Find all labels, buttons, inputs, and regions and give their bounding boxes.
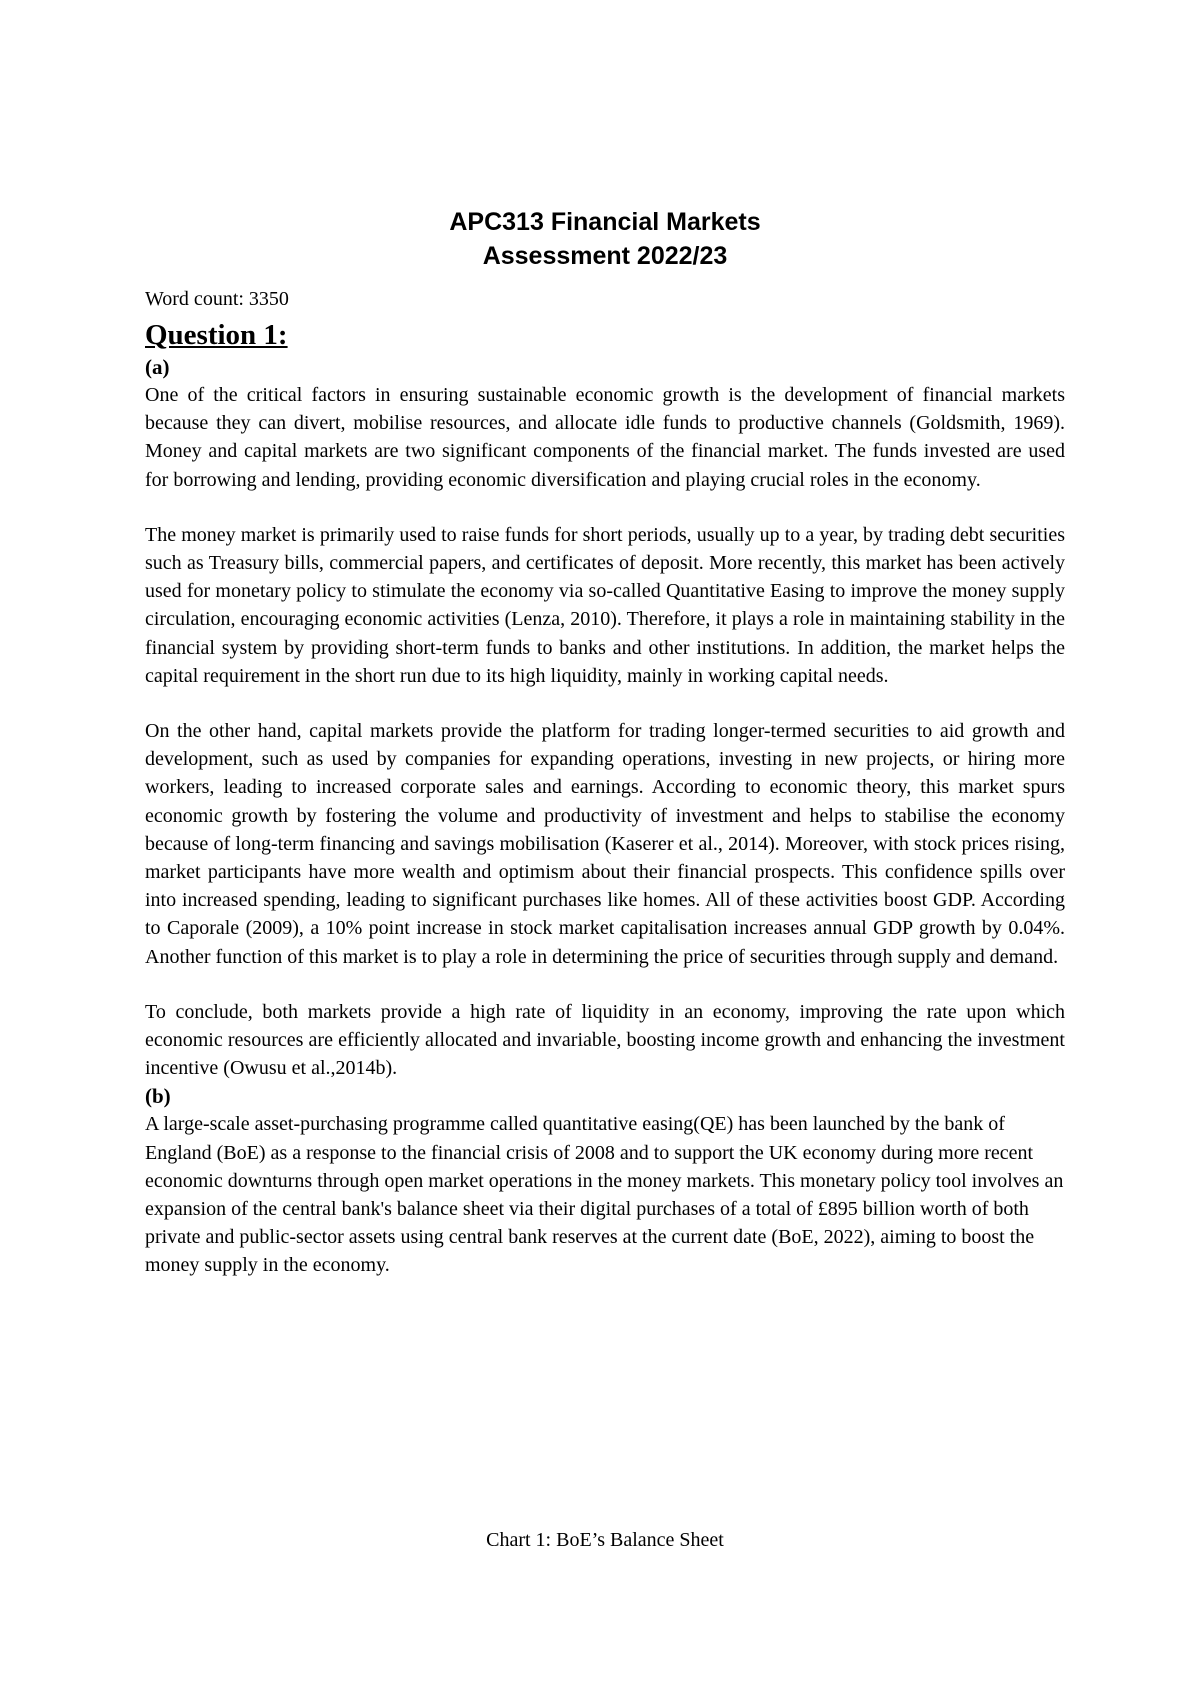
part-b-paragraph: A large-scale asset-purchasing programme called quantitative easing(QE) has been launched by the bank of England (BoE) as a response to the financial crisis of 2008 and to support the UK economy during more recent economic downturns through open market operations in the money markets. This monetary policy tool involves an expansion of the central bank's balance sheet via their digital purchases of a total of £895 billion worth of both private and public-sector assets using central bank reserves at the current date (BoE, 2022), aiming to boost the money supply in the economy. <box>145 1113 1064 1277</box>
part-a-label: (a) <box>145 355 170 379</box>
document-title-line-1: APC313 Financial Markets <box>449 208 761 236</box>
part-a-paragraph-2: The money market is primarily used to raise funds for short periods, usually up to a year, by trading debt securities such as Treasury bills, commercial papers, and certificates of deposit. More recently, this market has been actively used for monetary policy to stimulate the economy via so-called Quantitative Easing to improve the money supply circulation, encouraging economic activities (Lenza, 2010). Therefore, it plays a role in maintaining stability in the financial system by providing short-term funds to banks and other institutions. In addition, the market helps the capital requirement in the short run due to its high liquidity, mainly in working capital needs. <box>145 523 1065 687</box>
part-a-paragraph-4: To conclude, both markets provide a high rate of liquidity in an economy, improving the rate upon which economic resources are efficiently allocated and invariable, boosting income growth and enhancing the investment incentive (Owusu et al.,2014b). <box>145 1000 1065 1080</box>
question-heading: Question 1: <box>145 319 288 351</box>
document-title-line-2: Assessment 2022/23 <box>482 242 728 270</box>
part-a-paragraph-1: One of the critical factors in ensuring sustainable economic growth is the development of financial markets because they can divert, mobilise resources, and allocate idle funds to productive channels (Goldsmith, 1969). Money and capital markets are two significant components of the financial market. The funds invested are used for borrowing and lending, providing economic diversification and playing crucial roles in the economy. <box>145 384 1065 491</box>
document-page <box>145 205 1065 1280</box>
word-count: Word count: 3350 <box>145 288 289 310</box>
chart-caption: Chart 1: BoE’s Balance Sheet <box>486 1529 724 1551</box>
part-b-label: (b) <box>145 1084 171 1109</box>
part-a-paragraph-3: On the other hand, capital markets provide the platform for trading longer-termed securities to aid growth and development, such as used by companies for expanding operations, investing in new projects, or hiring more workers, leading to increased corporate sales and earnings. According to economic theory, this market spurs economic growth by fostering the volume and productivity of investment and helps to stabilise the economy because of long-term financing and savings mobilisation (Kaserer et al., 2014). Moreover, with stock prices rising, market participants have more wealth and optimism about their financial prospects. This confidence spills over into increased spending, leading to significant purchases like homes. All of these activities boost GDP. According to Caporale (2009), a 10% point increase in stock market capitalisation increases annual GDP growth by 0.04%. Another function of this market is to play a role in determining the price of securities through supply and demand. <box>145 720 1065 968</box>
